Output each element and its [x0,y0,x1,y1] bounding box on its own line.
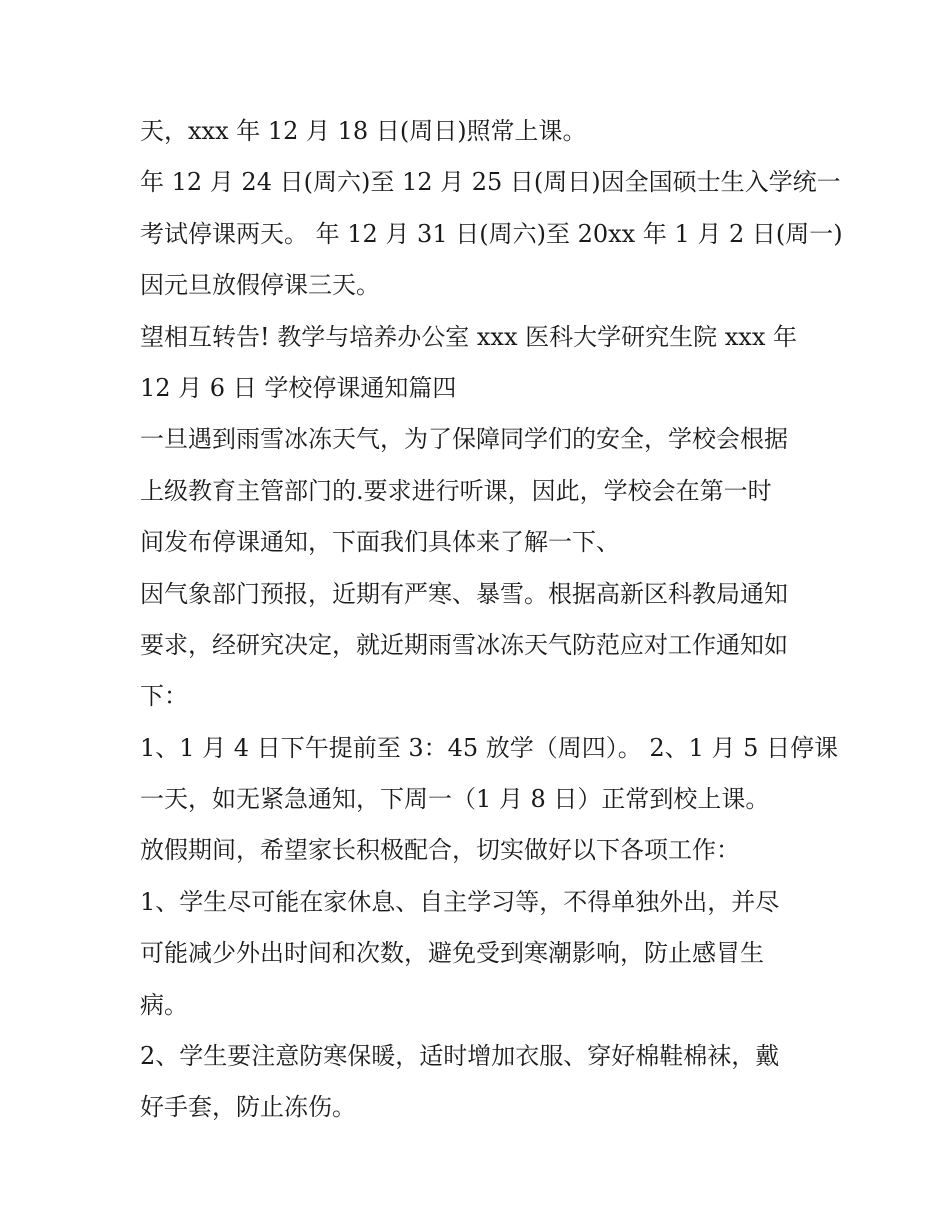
text-line: 1、学生尽可能在家休息、自主学习等，不得单独外出，并尽 [140,887,780,916]
text-line: 一天，如无紧急通知，下周一（1 月 8 日）正常到校上课。 [140,785,770,814]
text-line: 因元旦放假停课三天。 [140,271,380,300]
text-line: 望相互转告! 教学与培养办公室 xxx 医科大学研究生院 xxx 年 [140,322,797,351]
text-line: 下： [140,682,188,711]
text-line: 要求，经研究决定，就近期雨雪冰冻天气防范应对工作通知如 [140,630,788,659]
text-line: 因气象部门预报，近期有严寒、暴雪。根据高新区科教局通知 [140,579,788,608]
text-line: 好手套，防止冻伤。 [140,1093,356,1122]
text-line: 1、1 月 4 日下午提前至 3：45 放学（周四）。 2、1 月 5 日停课 [140,733,839,762]
text-line: 病。 [140,990,188,1019]
text-line: 上级教育主管部门的.要求进行听课，因此，学校会在第一时 [140,476,772,505]
text-line: 2、学生要注意防寒保暖，适时增加衣服、穿好棉鞋棉袜，戴 [140,1042,780,1071]
document-body [140,106,843,1134]
text-line: 放假期间，希望家长积极配合，切实做好以下各项工作： [140,836,740,865]
section-heading: 12 月 6 日 学校停课通知篇四 [140,373,457,402]
text-line: 可能减少外出时间和次数，避免受到寒潮影响，防止感冒生 [140,939,764,968]
text-line: 年 12 月 24 日(周六)至 12 月 25 日(周日)因全国硕士生入学统一 [140,168,841,197]
text-line: 一旦遇到雨雪冰冻天气，为了保障同学们的安全，学校会根据 [140,425,788,454]
text-line: 考试停课两天。 年 12 月 31 日(周六)至 20xx 年 1 月 2 日(周一) [140,219,843,248]
text-line: 天，xxx 年 12 月 18 日(周日)照常上课。 [140,117,587,145]
text-line: 间发布停课通知，下面我们具体来了解一下、 [140,528,620,557]
